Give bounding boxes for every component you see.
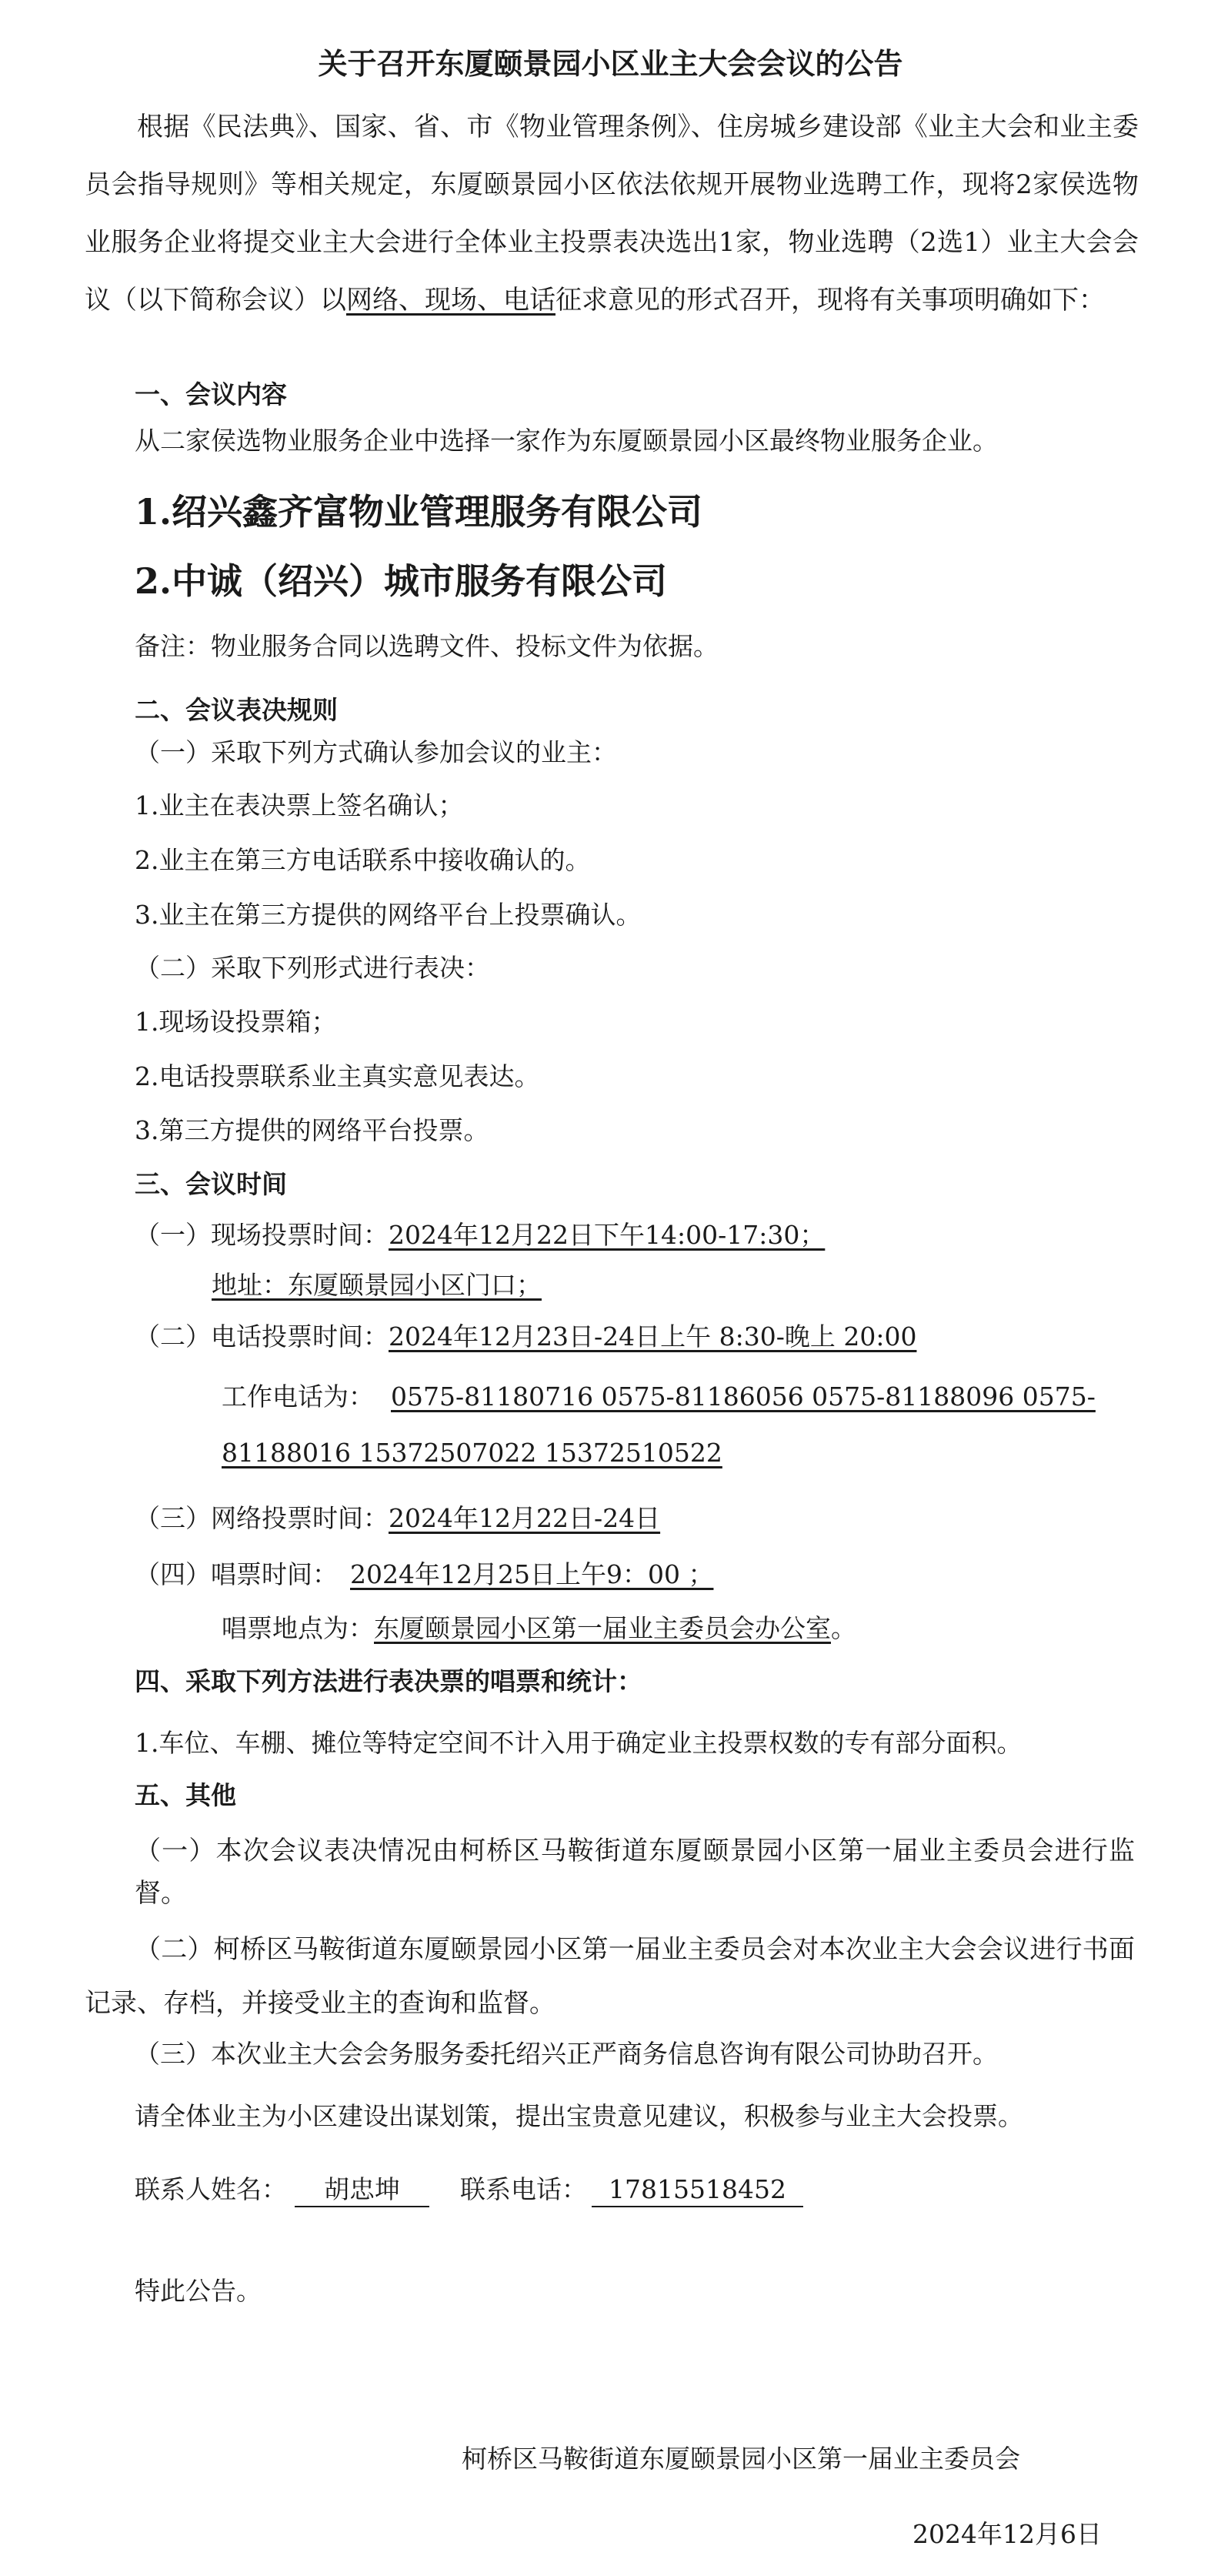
candidate-company-2: 2.中诚（绍兴）城市服务有限公司 [135, 560, 668, 602]
count-place-row [222, 1609, 856, 1648]
section1-description: 从二家侯选物业服务企业中选择一家作为东厦颐景园小区最终物业服务企业。 [135, 426, 998, 456]
section5-paragraph3: （三）本次业主大会会务服务委托绍兴正严商务信息咨询有限公司协助召开。 [135, 2039, 998, 2069]
onsite-vote-label: （一）现场投票时间： [135, 1220, 389, 1250]
contact-row [135, 2170, 803, 2209]
intro-paragraph [85, 99, 1139, 329]
vote-form-2: 2.电话投票联系业主真实意见表达。 [135, 1061, 540, 1091]
contact-phone: 17815518452 [592, 2173, 803, 2207]
contact-phone-label: 联系电话： [460, 2174, 587, 2204]
signature-organization: 柯桥区马鞍街道东厦颐景园小区第一届业主委员会 [462, 2444, 1020, 2474]
section2-sub1: （一）采取下列方式确认参加会议的业主： [135, 737, 617, 767]
intro-text-after: 征求意见的形式召开，现将有关事项明确如下： [555, 285, 1105, 316]
work-phone-label: 工作电话为： [222, 1382, 374, 1412]
onsite-vote-time: 2024年12月22日下午14:00-17:30； [389, 1220, 826, 1250]
contract-note: 备注：物业服务合同以选聘文件、投标文件为依据。 [135, 631, 719, 661]
phone-vote-label: （二）电话投票时间： [135, 1321, 389, 1351]
count-time-row [135, 1555, 713, 1594]
work-phone-numbers-line2: 81188016 15372507022 15372510522 [222, 1438, 722, 1468]
online-vote-label: （三）网络投票时间： [135, 1503, 389, 1533]
count-time-label: （四）唱票时间： [135, 1559, 338, 1589]
vote-form-3: 3.第三方提供的网络平台投票。 [135, 1115, 489, 1145]
signature-date: 2024年12月6日 [912, 2519, 1102, 2549]
confirm-method-2: 2.业主在第三方电话联系中接收确认的。 [135, 845, 591, 875]
section2-heading: 二、会议表决规则 [135, 695, 338, 725]
onsite-vote-row [135, 1216, 825, 1255]
phone-vote-row [135, 1318, 916, 1356]
closing-text: 特此公告。 [135, 2276, 262, 2306]
vote-form-1: 1.现场设投票箱； [135, 1007, 337, 1037]
section1-heading: 一、会议内容 [135, 379, 287, 409]
count-place-end: 。 [831, 1613, 856, 1643]
appeal-text: 请全体业主为小区建设出谋划策，提出宝贵意见建议，积极参与业主大会投票。 [135, 2101, 1023, 2131]
intro-text-before: 根据《民法典》、国家、省、市《物业管理条例》、住房城乡建设部《业主大会和业主委员会指导规则》等相关规定，东厦颐景园小区依法依规开展物业选聘工作，现将2家侯选物业服务企业将提交业主大会进行全体业主投票表决选出1家，物业选聘（2选1）业主大会会议（以下简称会议）以 [85, 112, 1139, 316]
intro-underlined-methods: 网络、现场、电话 [346, 285, 555, 316]
confirm-method-1: 1.业主在表决票上签名确认； [135, 790, 464, 820]
online-vote-time: 2024年12月22日-24日 [389, 1503, 661, 1533]
count-place-label: 唱票地点为： [222, 1613, 374, 1643]
onsite-address: 地址：东厦颐景园小区门口； [212, 1270, 542, 1300]
section5-paragraph1: （一）本次会议表决情况由柯桥区马鞍街道东厦颐景园小区第一届业主委员会进行监督。 [135, 1836, 1135, 1909]
section3-heading: 三、会议时间 [135, 1169, 287, 1199]
confirm-method-3: 3.业主在第三方提供的网络平台上投票确认。 [135, 900, 642, 930]
work-phone-row [222, 1378, 1096, 1416]
online-vote-row [135, 1499, 660, 1538]
contact-name: 胡忠坤 [295, 2173, 429, 2207]
section5-heading: 五、其他 [135, 1780, 236, 1810]
candidate-company-1: 1.绍兴鑫齐富物业管理服务有限公司 [135, 491, 703, 533]
work-phone-numbers-line1: 0575-81180716 0575-81186056 0575-81188096 0575- [391, 1382, 1096, 1412]
section2-sub2: （二）采取下列形式进行表决： [135, 953, 490, 983]
notice-title: 关于召开东厦颐景园小区业主大会会议的公告 [318, 46, 903, 81]
phone-vote-time: 2024年12月23日-24日上午 8:30-晚上 20:00 [389, 1321, 917, 1351]
section4-item1: 1.车位、车棚、摊位等特定空间不计入用于确定业主投票权数的专有部分面积。 [135, 1728, 1023, 1758]
contact-name-label: 联系人姓名： [135, 2174, 287, 2204]
section4-heading: 四、采取下列方法进行表决票的唱票和统计： [135, 1666, 642, 1696]
section5-paragraph2: （二）柯桥区马鞍街道东厦颐景园小区第一届业主委员会对本次业主大会会议进行书面记录、存档，并接受业主的查询和监督。 [85, 1934, 1135, 2019]
count-place: 东厦颐景园小区第一届业主委员会办公室 [374, 1613, 831, 1643]
count-time: 2024年12月25日上午9：00 ； [350, 1559, 714, 1589]
